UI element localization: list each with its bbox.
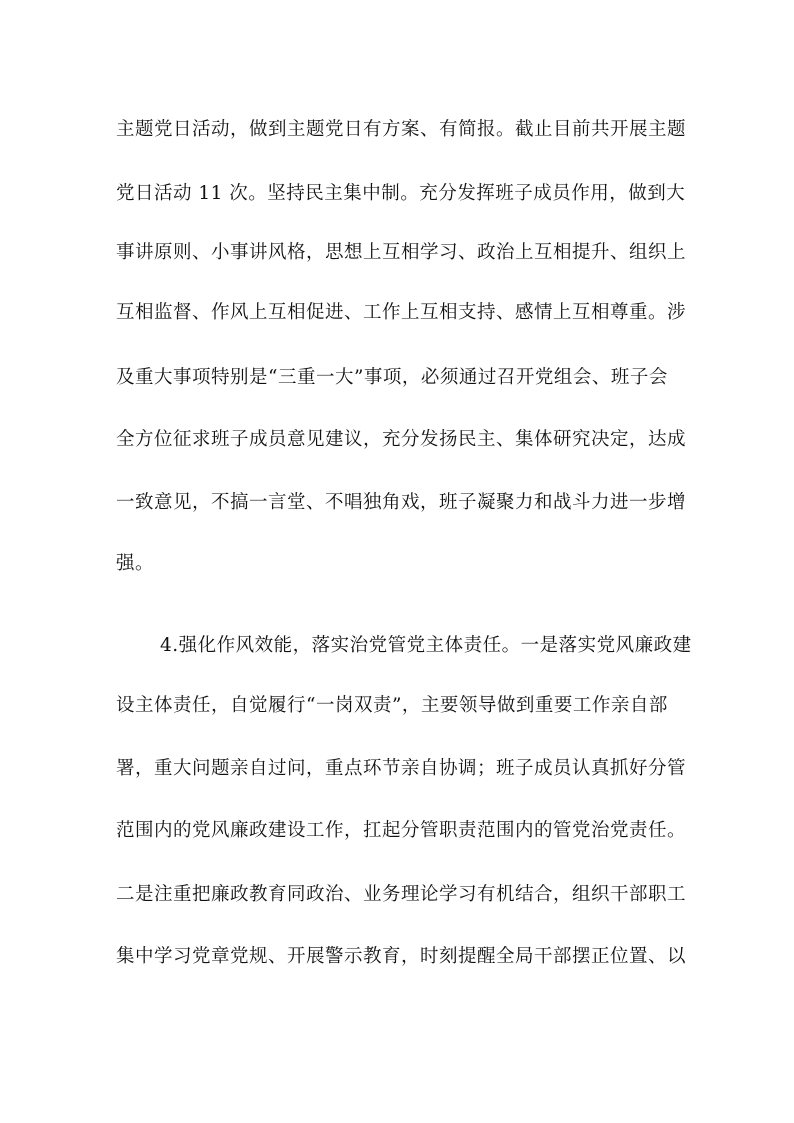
paragraph-line: 二是注重把廉政教育同政治、业务理论学习有机结合，组织干部职工 [116,884,687,905]
paragraph-line: 4.强化作风效能，落实治党管党主体责任。一是落实党风廉政建 [160,635,692,656]
paragraph-line: 强。 [116,553,155,574]
paragraph-line: 集中学习党章党规、开展警示教育，时刻提醒全局干部摆正位置、以 [116,946,687,967]
paragraph-line: 党日活动 11 次。坚持民主集中制。充分发挥班子成员作用，做到大 [116,183,686,204]
paragraph-line: 事讲原则、小事讲风格，思想上互相学习、政治上互相提升、组织上 [116,242,687,263]
paragraph-line: 及重大事项特别是“三重一大”事项，必须通过召开党组会、班子会 [116,367,668,388]
paragraph-line: 主题党日活动，做到主题党日有方案、有简报。截止目前共开展主题 [116,119,687,140]
paragraph-line: 范围内的党风廉政建设工作，扛起分管职责范围内的管党治党责任。 [116,820,687,841]
paragraph-line: 全方位征求班子成员意见建议，充分发扬民主、集体研究决定，达成 [116,429,687,450]
paragraph-line: 互相监督、作风上互相促进、工作上互相支持、感情上互相尊重。涉 [116,302,687,323]
paragraph-line: 一致意见，不搞一言堂、不唱独角戏，班子凝聚力和战斗力进一步增 [116,492,687,513]
paragraph-line: 设主体责任，自觉履行“一岗双责”，主要领导做到重要工作亲自部 [116,695,668,716]
paragraph-line: 署，重大问题亲自过问，重点环节亲自协调；班子成员认真抓好分管 [116,758,687,779]
